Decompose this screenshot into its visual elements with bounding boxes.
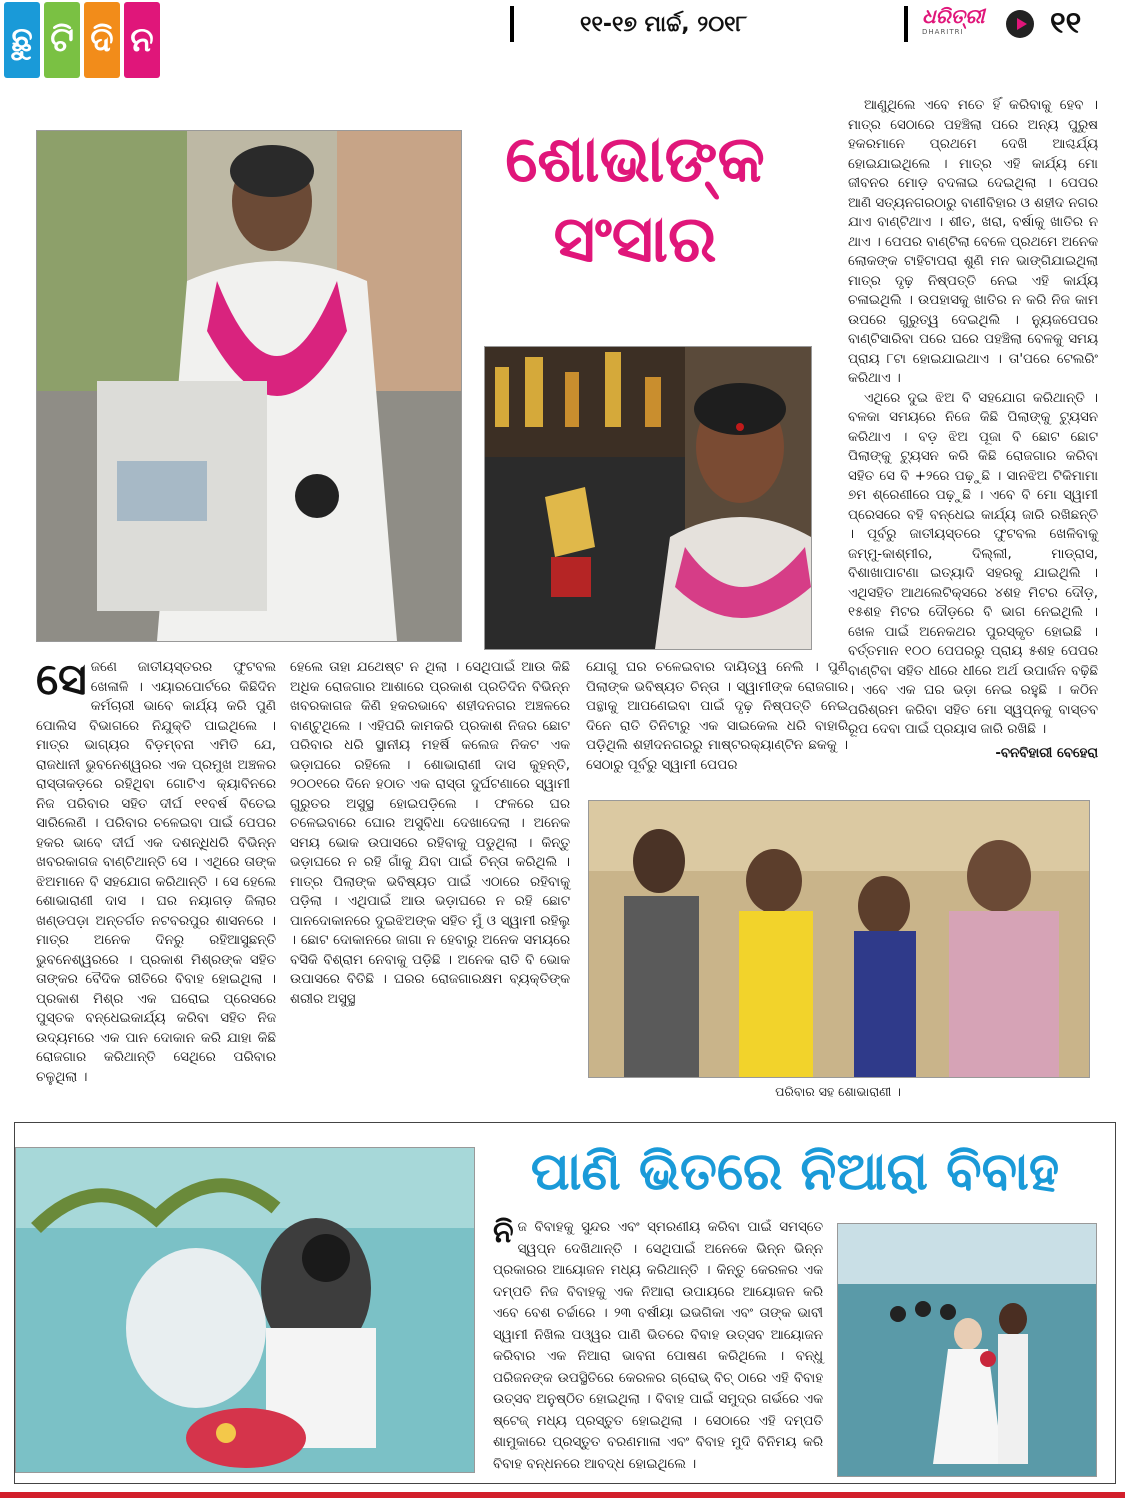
- brand-subtitle: DHARITRI: [922, 28, 964, 36]
- story-column-2: [290, 658, 570, 1009]
- story2-headline: ପାଣି ଭିତରେ ନିଆରା ବିବାହ: [530, 1142, 1060, 1202]
- column-2-text: ହେଲେ ତାହା ଯଥେଷ୍ଟ ନ ଥିଲା । ସେଥିପାଇଁ ଆଉ କିଛି ଅଧିକ ରୋଜଗାର ଆଶାରେ ପ୍ରକାଶ ପ୍ରତିଦିନ ବିଭିନ୍ନ ଖବରକାଗଜ କିଣି ହକରଭାବେ ଶହୀଦନଗର ଅଞ୍ଚଳରେ ବାଣ୍ଟୁଥିଲେ । ଏହିପରି କାମକରି ପ୍ରକାଶ ନିଜର ଛୋଟ ପରିବାର ଧରି ସ୍ଥାନୀୟ ମହର୍ଷି କଲେଜ ନିକଟ ଏକ ଭଡ଼ାଘରେ ରହିଲେ । ଶୋଭାରାଣୀ ଦାସ କୁହନ୍ତି, ୨୦୦୧ରେ ଦିନେ ହଠାତ ଏକ ରାସ୍ତା ଦୁର୍ଘଟଣାରେ ସ୍ୱାମୀ ଗୁରୁତର ଅସୁସ୍ଥ ହୋଇପଡ଼ିଲେ । ଫଳରେ ଘର ଚଳେଇବାରେ ଘୋର ଅସୁବିଧା ଦେଖାଦେଲା । ଅନେକ ସମୟ ଭୋକ ଉପାସରେ ରହିବାକୁ ପଡୁଥିଲା । କିନ୍ତୁ ଭଡ଼ାଘରେ ନ ରହି ଗାଁକୁ ଯିବା ପାଇଁ ଚିନ୍ତା କରିଥିଲି । ମାତ୍ର ପିଲାଙ୍କ ଭବିଷ୍ୟତ ପାଇଁ ଏଠାରେ ରହିବାକୁ ପଡ଼ିଲା । ଏଥିପାଇଁ ଆଉ ଭଡ଼ାଘରେ ନ ରହି ଛୋଟ ପାନଦୋକାନରେ ଦୁଇଝିଅଙ୍କ ସହିତ ମୁଁ ଓ ସ୍ୱାମୀ ରହିଲୁ । ଛୋଟ ଦୋକାନରେ ଜାଗା ନ ହେବାରୁ ଅନେକ ସମୟରେ ବସିକି ବିଶ୍ରାମ ନେବାକୁ ପଡ଼ିଛି । ଅନେକ ରାତି ବି ଭୋକ ଉପାସରେ ବିତିଛି । ଘରର ରୋଜଗାରକ୍ଷମ ବ୍ୟକ୍ତିଙ୍କ ଶରୀର ଅସୁସ୍ଥ: [290, 660, 570, 1007]
- brand-name: ଧରିତ୍ରୀ: [922, 4, 985, 28]
- story2-dropcap: ନି: [493, 1215, 514, 1250]
- headline-line-2: ସଂସାର: [553, 203, 717, 277]
- section-letter-4: ନ: [124, 2, 160, 78]
- story2-body: [493, 1217, 823, 1475]
- story-column-4: [848, 96, 1098, 763]
- play-icon: [1006, 10, 1034, 38]
- section-letter-2: ଟି: [44, 2, 80, 78]
- family-photo-caption: ପରିବାର ସହ ଶୋଭାରାଣୀ ।: [775, 1084, 901, 1099]
- section-letter-1: ଛୁ: [4, 2, 40, 78]
- dropcap: ସେ: [36, 654, 87, 705]
- column-1-text: ଜଣେ ଜାତୀୟସ୍ତରର ଫୁଟବଲ ଖେଳାଳି । ଏୟାରପୋର୍ଟରେ କିଛିଦିନ କର୍ମଚାରୀ ଭାବେ କାର୍ଯ୍ୟ କରି ପୁଣି ପୋଲିସ ବିଭାଗରେ ନିଯୁକ୍ତି ପାଇଥିଲେ । ମାତ୍ର ଭାଗ୍ୟର ବିଡ଼ମ୍ବନା ଏମିତି ଯେ, ରାଜଧାନୀ ଭୁବନେଶ୍ୱରର ଏକ ପ୍ରମୁଖ ଅଞ୍ଚଳର ରାସ୍ତାକଡ଼ରେ ରହିଥିବା ଗୋଟିଏ କ୍ୟାବିନରେ ନିଜ ପରିବାର ସହିତ ଦୀର୍ଘ ୧୧ବର୍ଷ ବିତେଇ ସାରିଲେଣି । ପରିବାର ଚଳେଇବା ପାଇଁ ପେପର ହକର ଭାବେ ଦୀର୍ଘ ଏକ ଦଶନ୍ଧିଧରି ବିଭିନ୍ନ ଖବରକାଗଜ ବାଣ୍ଟିଥାନ୍ତି ସେ । ଏଥିରେ ତାଙ୍କ ଝିଅମାନେ ବି ସହଯୋଗ କରିଥାନ୍ତି । ସେ ହେଲେ ଶୋଭାରାଣୀ ଦାସ । ଘର ନୟାଗଡ଼ ଜିଲାର ଖଣ୍ଡପଡ଼ା ଅନ୍ତର୍ଗତ ନଟବରପୁର ଶାସନରେ । ମାତ୍ର ଅନେକ ଦିନରୁ ରହିଆସୁଛନ୍ତି ଭୁବନେଶ୍ୱରରେ । ପ୍ରକାଶ ମିଶ୍ରଙ୍କ ସହିତ ତାଙ୍କର ବୈଦିକ ରୀତିରେ ବିବାହ ହୋଇଥିଲା । ପ୍ରକାଶ ମିଶ୍ର ଏକ ଘରୋଇ ପ୍ରେସରେ ପୁସ୍ତକ ବନ୍ଧେଇକାର୍ଯ୍ୟ କରିବା ସହିତ ନିଜ ଉଦ୍ୟମରେ ଏକ ପାନ ଦୋକାନ କରି ଯାହା କିଛି ରୋଜଗାର କରିଥାନ୍ତି ସେଥିରେ ପରିବାର ଚଳୁଥିଲା ।: [36, 660, 276, 1085]
- story-column-1: [36, 654, 276, 1087]
- brand-logo: [922, 4, 1002, 44]
- column-4-text: ଆଣୁଥିଲେ ଏବେ ମତେ ହିଁ କରିବାକୁ ହେବ । ମାତ୍ର ସେଠାରେ ପହଞ୍ଚିଲା ପରେ ଅନ୍ୟ ପୁରୁଷ ହକରମାନେ ପ୍ରଥମେ ଦେଖି ଆଶ୍ଚର୍ଯ୍ୟ ହୋଇଯାଇଥିଲେ । ମାତ୍ର ଏହି କାର୍ଯ୍ୟ ମୋ ଜୀବନର ମୋଡ଼ ବଦଳାଇ ଦେଇଥିଲା । ପେପର ଆଣି ସତ୍ୟନଗରଠାରୁ ବାଣୀବିହାର ଓ ଶହୀଦ ନଗର ଯାଏ ବାଣ୍ଟିଥାଏ । ଶୀତ, ଖରା, ବର୍ଷାକୁ ଖାତିର ନ ଥାଏ । ପେପର ବାଣ୍ଟିଲା ବେଳେ ପ୍ରଥମେ ଅନେକ ଲୋକଙ୍କ ଟାହିଟାପରା ଶୁଣି ମନ ଭାଙ୍ଗିଯାଇଥିଲା ମାତ୍ର ଦୃଢ଼ ନିଷ୍ପତ୍ତି ନେଇ ଏହି କାର୍ଯ୍ୟ ଚଳାଇଥିଲି । ଉପହାସକୁ ଖାତିର ନ କରି ନିଜ କାମ ଉପରେ ଗୁରୁତ୍ୱ ଦେଇଥିଲି । ନ୍ୟୁଜପେପର ବାଣ୍ଟିସାରିବା ପରେ ଘରେ ପହଞ୍ଚିଲା ବେଳକୁ ସମୟ ପ୍ରାୟ ୮ଟା ହୋଇଯାଇଥାଏ । ତା'ପରେ ଟେଲରିଂ କରିଥାଏ ।: [848, 98, 1098, 386]
- photo-woman-with-bicycle: [36, 130, 462, 642]
- column-4b-text: ଏଥିରେ ଦୁଇ ଝିଅ ବି ସହଯୋଗ କରିଥାନ୍ତି । ବଳକା ସମୟରେ ନିଜେ କିଛି ପିଲାଙ୍କୁ ଟ୍ୟୁସନ କରିଥାଏ । ବଡ଼ ଝିଅ ପୂଜା ବି ଛୋଟ ଛୋଟ ପିଲାଙ୍କୁ ଟ୍ୟୁସନ କରି କିଛି ରୋଜଗାର କରିବା ସହିତ ସେ ବି +୨ରେ ପଢ଼ୁଛି । ସାନଝିଅ ଟିକିମାମା ୭ମ ଶ୍ରେଣୀରେ ପଢ଼ୁଛି । ଏବେ ବି ମୋ ସ୍ୱାମୀ ପ୍ରେସରେ ବହି ବନ୍ଧେଇ କାର୍ଯ୍ୟ ଜାରି ରଖିଛନ୍ତି । ପୂର୍ବରୁ ଜାତୀୟସ୍ତରେ ଫୁଟବଲ ଖେଳିବାକୁ ଜମ୍ମୁ-କାଶ୍ମୀର, ଦିଲ୍ଲୀ, ମାଡ୍ରାସ, ବିଶାଖାପାଟଣା ଇତ୍ୟାଦି ସହରକୁ ଯାଇଥିଲି । ଏଥିସହିତ ଆଥଲେଟିକ୍ସରେ ୪ଶହ ମିଟର ଦୌଡ଼, ୧୫ଶହ ମିଟର ଦୌଡ଼ରେ ବି ଭାଗ ନେଇଥିଲି । ଖେଳ ପାଇଁ ଅନେକଥର ପୁରସ୍କୃତ ହୋଇଛି । ବର୍ତ୍ତମାନ ୧୦୦ ପେପରରୁ ପ୍ରାୟ ୫ଶହ ପେପର ବାଣ୍ଟିବା ସହିତ ଧୀରେ ଧୀରେ ଅର୍ଥ ଉପାର୍ଜନ ବଢ଼ିଛି । ଏବେ ଏକ ଘର ଭଡ଼ା ନେଇ ରହୁଛି । କଠିନ ପରିଶ୍ରମ କରିବା ସହିତ ମୋ ସ୍ୱପ୍ନକୁ ବାସ୍ତବ ରୂପ ଦେବା ପାଇଁ ପ୍ରୟାସ ଜାରି ରଖିଛି ।: [848, 390, 1098, 737]
- footer-rule: [0, 1492, 1125, 1498]
- headline-line-1: ଶୋଭାଙ୍କ: [505, 123, 765, 197]
- photo-beach-wedding: [837, 1223, 1097, 1477]
- byline: -ବନବିହାରୀ ବେହେରା: [995, 745, 1098, 761]
- story2-text: ଜ ବିବାହକୁ ସୁନ୍ଦର ଏବଂ ସ୍ମରଣୀୟ କରିବା ପାଇଁ ସମସ୍ତେ ସ୍ୱପ୍ନ ଦେଖିଥାନ୍ତି । ସେଥିପାଇଁ ଅନେକେ ଭିନ୍ନ ଭିନ୍ନ ପ୍ରକାରର ଆୟୋଜନ ମଧ୍ୟ କରିଥାନ୍ତି । କିନ୍ତୁ କେରଳର ଏକ ଦମ୍ପତି ନିଜ ବିବାହକୁ ଏକ ନିଆରା ଉପାୟରେ ଆୟୋଜନ କରି ଏବେ ବେଶ ଚର୍ଚ୍ଚାରେ । ୨୩ ବର୍ଷୀୟା ଇଭଗିକା ଏବଂ ତାଙ୍କ ଭାବୀ ସ୍ୱାମୀ ନିଖିଲ ପଓ୍ୱର ପାଣି ଭିତରେ ବିବାହ ଉତ୍ସବ ଆୟୋଜନ କରିବାର ଏକ ନିଆରା ଭାବନା ପୋଷଣ କରିଥିଲେ । ବନ୍ଧୁ ପରିଜନଙ୍କ ଉପସ୍ଥିତିରେ କେରଳର ଗ୍ରୋଭ୍ ବିଚ୍ ଠାରେ ଏହି ବିବାହ ଉତ୍ସବ ଅନୁଷ୍ଠିତ ହୋଇଥିଲା । ବିବାହ ପାଇଁ ସମୁଦ୍ର ଗର୍ଭରେ ଏକ ଷ୍ଟେଜ୍ ମଧ୍ୟ ପ୍ରସ୍ତୁତ ହୋଇଥିଲା । ସେଠାରେ ଏହି ଦମ୍ପତି ଶାମୁକାରେ ପ୍ରସ୍ତୁତ ବରଣମାଳା ଏବଂ ବିବାହ ମୁଦି ବିନିମୟ କରି ବିବାହ ବନ୍ଧନରେ ଆବଦ୍ଧ ହୋଇଥିଲେ ।: [493, 1220, 823, 1472]
- story-underwater-wedding-box: [14, 1122, 1116, 1484]
- column-3-text: ଯୋଗୁ ଘର ଚଳେଇବାର ଦାୟିତ୍ୱ ନେଲି । ପୁଣି ପିଲାଙ୍କ ଭବିଷ୍ୟତ ଚିନ୍ତା । ସ୍ୱାମୀଙ୍କ ରୋଜଗାର ପନ୍ଥାକୁ ଆପଣେଇବା ପାଇଁ ଦୃଢ଼ ନିଷ୍ପତ୍ତି ନେଇ ଦିନେ ରାତି ତିନିଟାରୁ ଏକ ସାଇକେଲ ଧରି ବାହାରି ପଡ଼ିଥିଲି ଶହୀଦନଗରରୁ ମାଷ୍ଟରକ୍ୟାଣ୍ଟିନ ଛକକୁ । ସେଠାରୁ ପୂର୍ବରୁ ସ୍ୱାମୀ ପେପର: [586, 660, 848, 773]
- issue-date: ୧୧-୧୭ ମାର୍ଚ୍ଚ, ୨୦୧୮: [580, 12, 748, 37]
- story-column-3: [586, 658, 848, 775]
- photo-woman-with-trophies: [484, 346, 812, 650]
- masthead-divider-right: [904, 6, 908, 42]
- photo-family: [588, 800, 1090, 1078]
- photo-underwater-wedding: [15, 1147, 475, 1473]
- page-number: ୧୧: [1050, 6, 1082, 41]
- section-letter-3: ଦି: [84, 2, 120, 78]
- story-headline: [470, 120, 800, 280]
- masthead-divider-left: [510, 6, 514, 42]
